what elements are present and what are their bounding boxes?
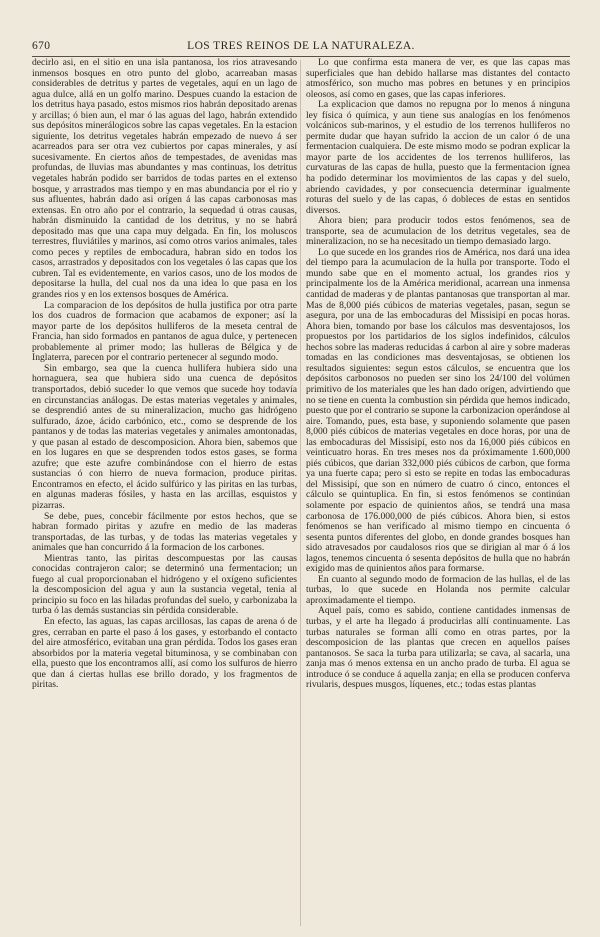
paragraph: Mientras tanto, las piritas descompuestas por las causas conocidas contrajeron calor; se determinó una fermentacion; un fuego al cual proporcionaban el hidrógeno y el oxígeno suficientes la descomposicion del agua y aun la sustancia vegetal, tenia al principio su foco en las hiladas profundas del suelo, y carbonizaba la turba ó las demás sustancias sin pérdida considerable. <box>32 552 297 617</box>
right-column <box>306 58 570 928</box>
paragraph: Lo que confirma esta manera de ver, es que las capas mas superficiales que han debido hallarse mas distantes del contacto atmosférico, son mucho mas pobres en betunes y en principios oleosos, así como en gases, que las capas inferiores. <box>306 58 570 100</box>
paragraph: La comparacion de los depósitos de hulla justifica por otra parte los dos cuadros de formacion que acabamos de exponer; así la mayor parte de los depósitos hulliferos de la meseta central de Francia, han sido formados en pantanos de agua dulce, y pertenecen probablemente al primer modo; las hulleras de Bélgica y de Inglaterra, parecen por el contrario pertenecer al segundo modo. <box>32 299 297 364</box>
page-number: 670 <box>32 40 51 52</box>
running-title: LOS TRES REINOS DE LA NATURALEZA. <box>187 40 415 52</box>
column-separator <box>300 60 301 926</box>
header-rule <box>32 56 570 57</box>
paragraph: Aquel país, como es sabido, contiene cantidades inmensas de turbas, y el arte ha llegado á producirlas allí continuamente. Las turbas naturales se forman allí como en otras partes, por la descomposicion de las plantas que crecen en aquellos países pantanosos. Se saca la turba para utilizarla; se cava, al sacarla, una zanja mas ó menos extensa en un ancho prado de turba. El agua se introduce ó se conduce á aquella zanja; en ella se producen conferva rivularis, despues musgos, líquenes, etc.; todas estas plantas <box>306 605 570 691</box>
paragraph: En efecto, las aguas, las capas arcillosas, las capas de arena ó de gres, cerraban en parte el paso á los gases, y estorbando el contacto del aire atmosférico, evitaban una gran pérdida. Todos los gases eran absorbidos por la materia vegetal bituminosa, y se combinaban con ella, puesto que los encontramos allí, así como los sulfuros de hierro que dan á ciertas hullas ese brillo dorado, y los fragmentos de piritas. <box>32 615 297 691</box>
paragraph: La explicacion que damos no repugna por lo menos á ninguna ley física ó química, y aun tiene sus analogías en los fenómenos volcánicos sub-marinos, y el estudio de los terrenos hulliferos no permite dudar que hayan sufrido la accion de un calor ó de una fermentacion cualquiera. De este mismo modo se podran explicar la mayor parte de los accidentes de los terrenos hulliferos, las curvaturas de las capas de hulla, puesto que la fermentacion ígnea ha podido determinar los movimientos de las capas y del suelo, abriendo cavidades, y por consecuencia determinar igualmente roturas del suelo y de las capas, ó dobleces de estas en sentidos diversos. <box>306 99 570 216</box>
left-column <box>32 58 297 928</box>
paragraph: decirlo asi, en el sitio en una isla pantanosa, los rios atravesando inmensos bosques en otro punto del globo, acarreaban masas considerables de detritus y partes de vegetales, aquí en un lago de agua dulce, allá en un golfo marino. Despues cuando la estacion de los detritus haya pasado, estos mismos rios habrán depositado arenas y arcillas; ó bien aun, el mar ó las aguas del lago, habrán extendido sus depósitos minerálogicos sobre las capas vegetales. En la estacion siguiente, los detritus vegetales habrán empezado de nuevo á ser acarreados para ser otra vez cubiertos por capas minerales, y así sucesivamente. En ciertos años de tempestades, de avenidas mas profundas, de lluvias mas abundantes y mas continuas, los detritus vegetales habrán podido ser barridos de todas partes en el extenso bosque, y arrastrados mas tiempo y en mas abundancia por el rio y sus afluentes, habrán dado asi orígen á las capas carbonosas mas extensas. En otro año por el contrario, la sequedad ú otras causas, habrán disminuido la cantidad de los detritus, y no se habrá depositado mas que una capa muy delgada. En fin, los moluscos terrestres, fluviátiles y marinos, así como otros varios animales, tales como peces y reptiles de embocadura, habran sido en todos los casos, arrastrados y depositados con los vegetales ó las capas que los cubren. Tal es evidentemente, en varios casos, uno de los modos de depositarse la hulla, del cual nos da una idea lo que pasa en los grandes rios y en los extensos bosques de América. <box>32 58 297 301</box>
paragraph: Sin embargo, sea que la cuenca hullifera hubiera sido una hornaguera, sea que hubiera sido una cuenca de depósitos transportados, debió suceder lo que vemos que sucede hoy todavía en circunstancias análogas. De estas materias vegetales y animales, se desprendió antes de su mineralizacion, mucho gas hidrógeno sulfurado, ázoe, ácido carbónico, etc., como se desprende de los pantanos y de todas las materias vegetales y animales amontonadas, y que pasan al estado de descomposicion. Ahora bien, sabemos que en los lugares en que se desprenden todos estos gases, se forma azufre; que este azufre combinándose con el hierro de estas sustancias ó con hierro de nueva formacion, produce piritas. Encontramos en efecto, el ácido sulfúrico y las piritas en las turbas, en algunas maderas fósiles, y hasta en las arcillas, esquistos y pizarras. <box>32 362 297 511</box>
paragraph: Ahora bien; para producir todos estos fenómenos, sea de transporte, sea de acumulacion de los detritus vegetales, sea de mineralizacion, no se ha necesitado un tiempo demasiado largo. <box>306 215 570 248</box>
page-header <box>32 40 570 56</box>
paragraph: En cuanto al segundo modo de formacion de las hullas, el de las turbas, lo que sucede en Holanda nos permite calcular aproximadamente el tiempo. <box>306 573 570 606</box>
paragraph: Se debe, pues, concebir fácilmente por estos hechos, que se habran formado piritas y azufre en medio de las maderas transportadas, de las turbas, y de todas las materias vegetales y animales que han concurrido á la formacion de los carbones. <box>32 510 297 554</box>
paragraph: Lo que sucede en los grandes rios de América, nos dará una idea del tiempo para la acumulacion de la hulla por transporte. Todo el mundo sabe que en el momento actual, los grandes rios y principalmente los de la América meridional, acarrean una inmensa cantidad de maderas y de plantas pantanosas que transportan al mar. Mas de 8,000 piés cúbicos de materias vegetales, pasan, segun se asegura, por una de las embocaduras del Missisipí en pocas horas. Ahora bien, tomando por base los cálculos mas desventajosos, los propuestos por los partidarios de los siglos indefinidos, cálculos hechos sobre las maderas reducidas á carbon al aire y sobre maderas tomadas en las condiciones mas desventajosas, se obtienen los resultados siguientes: segun estos cálculos, se encuentra que los depósitos carbonosos no pueden ser sino los 24/100 del volúmen primitivo de los materiales que les han dado orígen, advirtiendo que no se tiene en cuenta la combustion sin pérdida que hemos indicado, puesto que por el contrario se supone la carbonizacion operándose al aire. Tomando, pues, esta base, y suponiendo solamente que pasen 8,000 piés cúbicos de materias vegetales en doce horas, por una de las embocaduras del Missisipí, esto nos da 16,000 piés cúbicos en veinticuatro horas. En tres meses nos da próximamente 1.600,000 piés cúbicos, que darian 332,000 piés cúbicos de carbon, que forma ya una fuerte capa; pero si esto se repite en todas las embocaduras del Missisipí, que son en número de cuatro ó cinco, entonces el cálculo se quintuplica. En fin, si estos fenómenos se continúan solamente por espacio de quinientos años, se tendrá una masa carbonosa de 176.000,000 de piés cúbicos. Ahora bien, si estos fenómenos se han verificado al mismo tiempo en cincuenta ó sesenta puntos diferentes del globo, en donde grandes bosques han sido atravesados por caudalosos rios que se dirigian al mar ó á los lagos, tenemos cincuenta ó sesenta depósitos de hulla que no habrán exigido mas de quinientos años para formarse. <box>306 246 570 575</box>
